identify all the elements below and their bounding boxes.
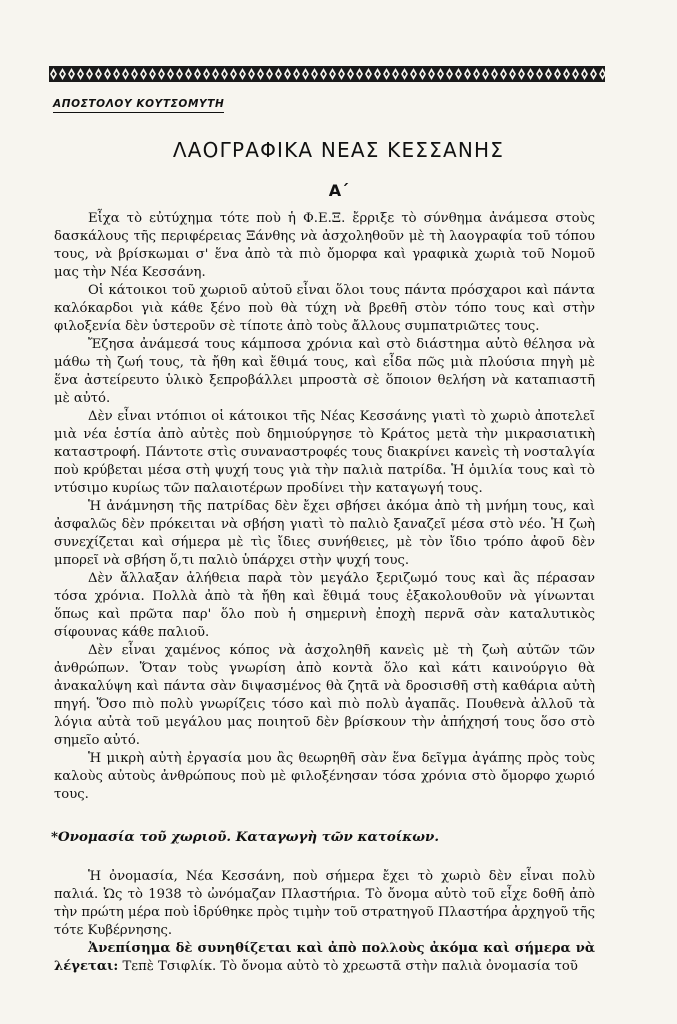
paragraph: Ἡ μικρὴ αὐτὴ ἐργασία μου ἂς θεωρηθῆ σὰν ἕνα δεῖγμα ἀγάπης πρὸς τοὺς καλοὺς αὐτοὺς ἀνθρώπους ποὺ μὲ φιλοξένησαν τόσα χρόνια στὸ ὄμορφο χωριό τους. [54,751,595,802]
paragraph: Δὲν εἶναι ντόπιοι οἱ κάτοικοι τῆς Νέας Κεσσάνης γιατὶ τὸ χωριὸ ἀποτελεῖ μιὰ νέα ἑστία ἀπὸ αὐτὲς ποὺ δημιούργησε τὸ Κράτος μετὰ τὴν μικρασιατικὴ καταστροφή. Πάντοτε στὶς συναναστροφές τους διακρίνει κανεὶς τὴ νοσταλγία ποὺ κρύβεται μέσα στὴ ψυχή τους γιὰ τὴν παλιὰ πατρίδα. Ἡ ὁμιλία τους καὶ τὸ ντύσιμο κυρίως τῶν παλαιοτέρων προδίνει τὴν καταγωγή τους. [54,409,595,496]
author-name: ΑΠΟΣΤΟΛΟΥ ΚΟΥΤΣΟΜΥΤΗ [53,98,224,113]
paragraph: Δὲν εἶναι χαμένος κόπος νὰ ἀσχοληθῆ κανεὶς μὲ τὴ ζωὴ αὐτῶν τῶν ἀνθρώπων. Ὅταν τοὺς γνωρίση ἀπὸ κοντὰ ὅλο καὶ κάτι καινούργιο θὰ ἀνακαλύψη καὶ πάντα σὰν διψασμένος θὰ ζητᾶ νὰ δροσισθῆ στὴ καθάρια αὐτὴ πηγή. Ὅσο πιὸ πολὺ γνωρίζεις τόσο καὶ πιὸ πολὺ ἀγαπᾶς. Πουθενὰ ἀλλοῦ τὰ λόγια αὐτὰ τοῦ μεγάλου μας ποιητοῦ δὲν βρίσκουν τὴν ἀπήχησή τους ὅσο στὸ σημεῖο αὐτό. [54,643,595,748]
article-body [51,210,595,976]
paragraph: Οἱ κάτοικοι τοῦ χωριοῦ αὐτοῦ εἶναι ὅλοι τους πάντα πρόσχαροι καὶ πάντα καλόκαρδοι γιὰ κάθε ξένο ποὺ θὰ τύχη νὰ βρεθῆ στὸν τόπο τους καὶ στὴν φιλοξενία δὲν ὑστεροῦν σὲ τίποτε ἀπὸ τοὺς ἄλλους συμπατριῶτες τους. [54,283,595,334]
decorative-ornament-band [49,66,605,82]
section-mark: Α΄ [328,181,349,200]
paragraph-last [54,940,595,976]
paragraph-rest: Τεπὲ Τσιφλίκ. Τὸ ὄνομα αὐτὸ τὸ χρεωστᾶ στὴν παλιὰ ὀνομασία τοῦ [118,959,578,974]
section-subheading: *Ονομασία τοῦ χωριοῦ. Καταγωγὴ τῶν κατοίκων. [51,829,439,845]
article-title: ΛΑΟΓΡΑΦΙΚΑ ΝΕΑΣ ΚΕΣΣΑΝΗΣ [172,138,505,162]
paragraph: Ἡ ὀνομασία, Νέα Κεσσάνη, ποὺ σήμερα ἔχει τὸ χωριὸ δὲν εἶναι πολὺ παλιά. Ὡς τὸ 1938 τὸ ὠνόμαζαν Πλαστήρια. Τὸ ὄνομα αὐτὸ τοῦ εἶχε δοθῆ ἀπὸ τὴν πρώτη μέρα ποὺ ἱδρύθηκε πρὸς τιμὴν τοῦ στρατηγοῦ Πλαστήρα ἀρχηγοῦ τῆς τότε Κυβέρνησης. [54,869,595,938]
paragraph: Δὲν ἄλλαξαν ἀλήθεια παρὰ τὸν μεγάλο ξεριζωμό τους καὶ ἂς πέρασαν τόσα χρόνια. Πολλὰ ἀπὸ τὰ ἤθη καὶ ἔθιμά τους ἐξακολουθοῦν νὰ γίνωνται ὅπως καὶ πρῶτα παρ' ὅλο ποὺ ἡ σημερινὴ ἐποχὴ περνᾶ σὰν καταλυτικὸς σίφουνας κάθε παλιοῦ. [54,571,595,640]
paragraph-lead: Ἀνεπίσημα δὲ συνηθίζεται καὶ ἀπὸ πολλοὺς ἀκόμα καὶ σήμερα νὰ λέγεται: [54,941,595,974]
paragraph: Ἡ ἀνάμνηση τῆς πατρίδας δὲν ἔχει σβήσει ἀκόμα ἀπὸ τὴ μνήμη τους, καὶ ἀσφαλῶς δὲν πρόκειται νὰ σβήση γιατὶ τὸ παλιὸ ξαναζεῖ μέσα στὸ νέο. Ἡ ζωὴ συνεχίζεται καὶ σήμερα μὲ τὶς ἴδιες συνήθειες, μὲ τὸν ἴδιο τρόπο ἀφοῦ δὲν μπορεῖ νὰ σβήση ὅ,τι παλιὸ ὑπάρχει στὴν ψυχή τους. [54,499,595,568]
paragraph: Εἶχα τὸ εὐτύχημα τότε ποὺ ἡ Φ.Ε.Ξ. ἔρριξε τὸ σύνθημα ἀνάμεσα στοὺς δασκάλους τῆς περιφέρειας Ξάνθης νὰ ἀσχοληθοῦν μὲ τὴ λαογραφία τοῦ τόπου τους, νὰ βρίσκωμαι σ' ἕνα ἀπὸ τὰ πιὸ ὄμορφα καὶ γραφικὰ χωριὰ τοῦ Νομοῦ μας τὴν Νέα Κεσσάνη. [54,211,595,280]
paragraph: Ἔζησα ἀνάμεσά τους κάμποσα χρόνια καὶ στὸ διάστημα αὐτὸ θέλησα νὰ μάθω τὴ ζωή τους, τὰ ἤθη καὶ ἔθιμά τους, καὶ εἶδα πῶς μιὰ πλούσια πηγὴ μὲ ἕνα ἀστείρευτο ὑλικὸ ξεπροβάλλει μπροστὰ σὲ ὅποιον θελήση νὰ καταπιαστῆ μὲ αὐτό. [54,337,595,406]
